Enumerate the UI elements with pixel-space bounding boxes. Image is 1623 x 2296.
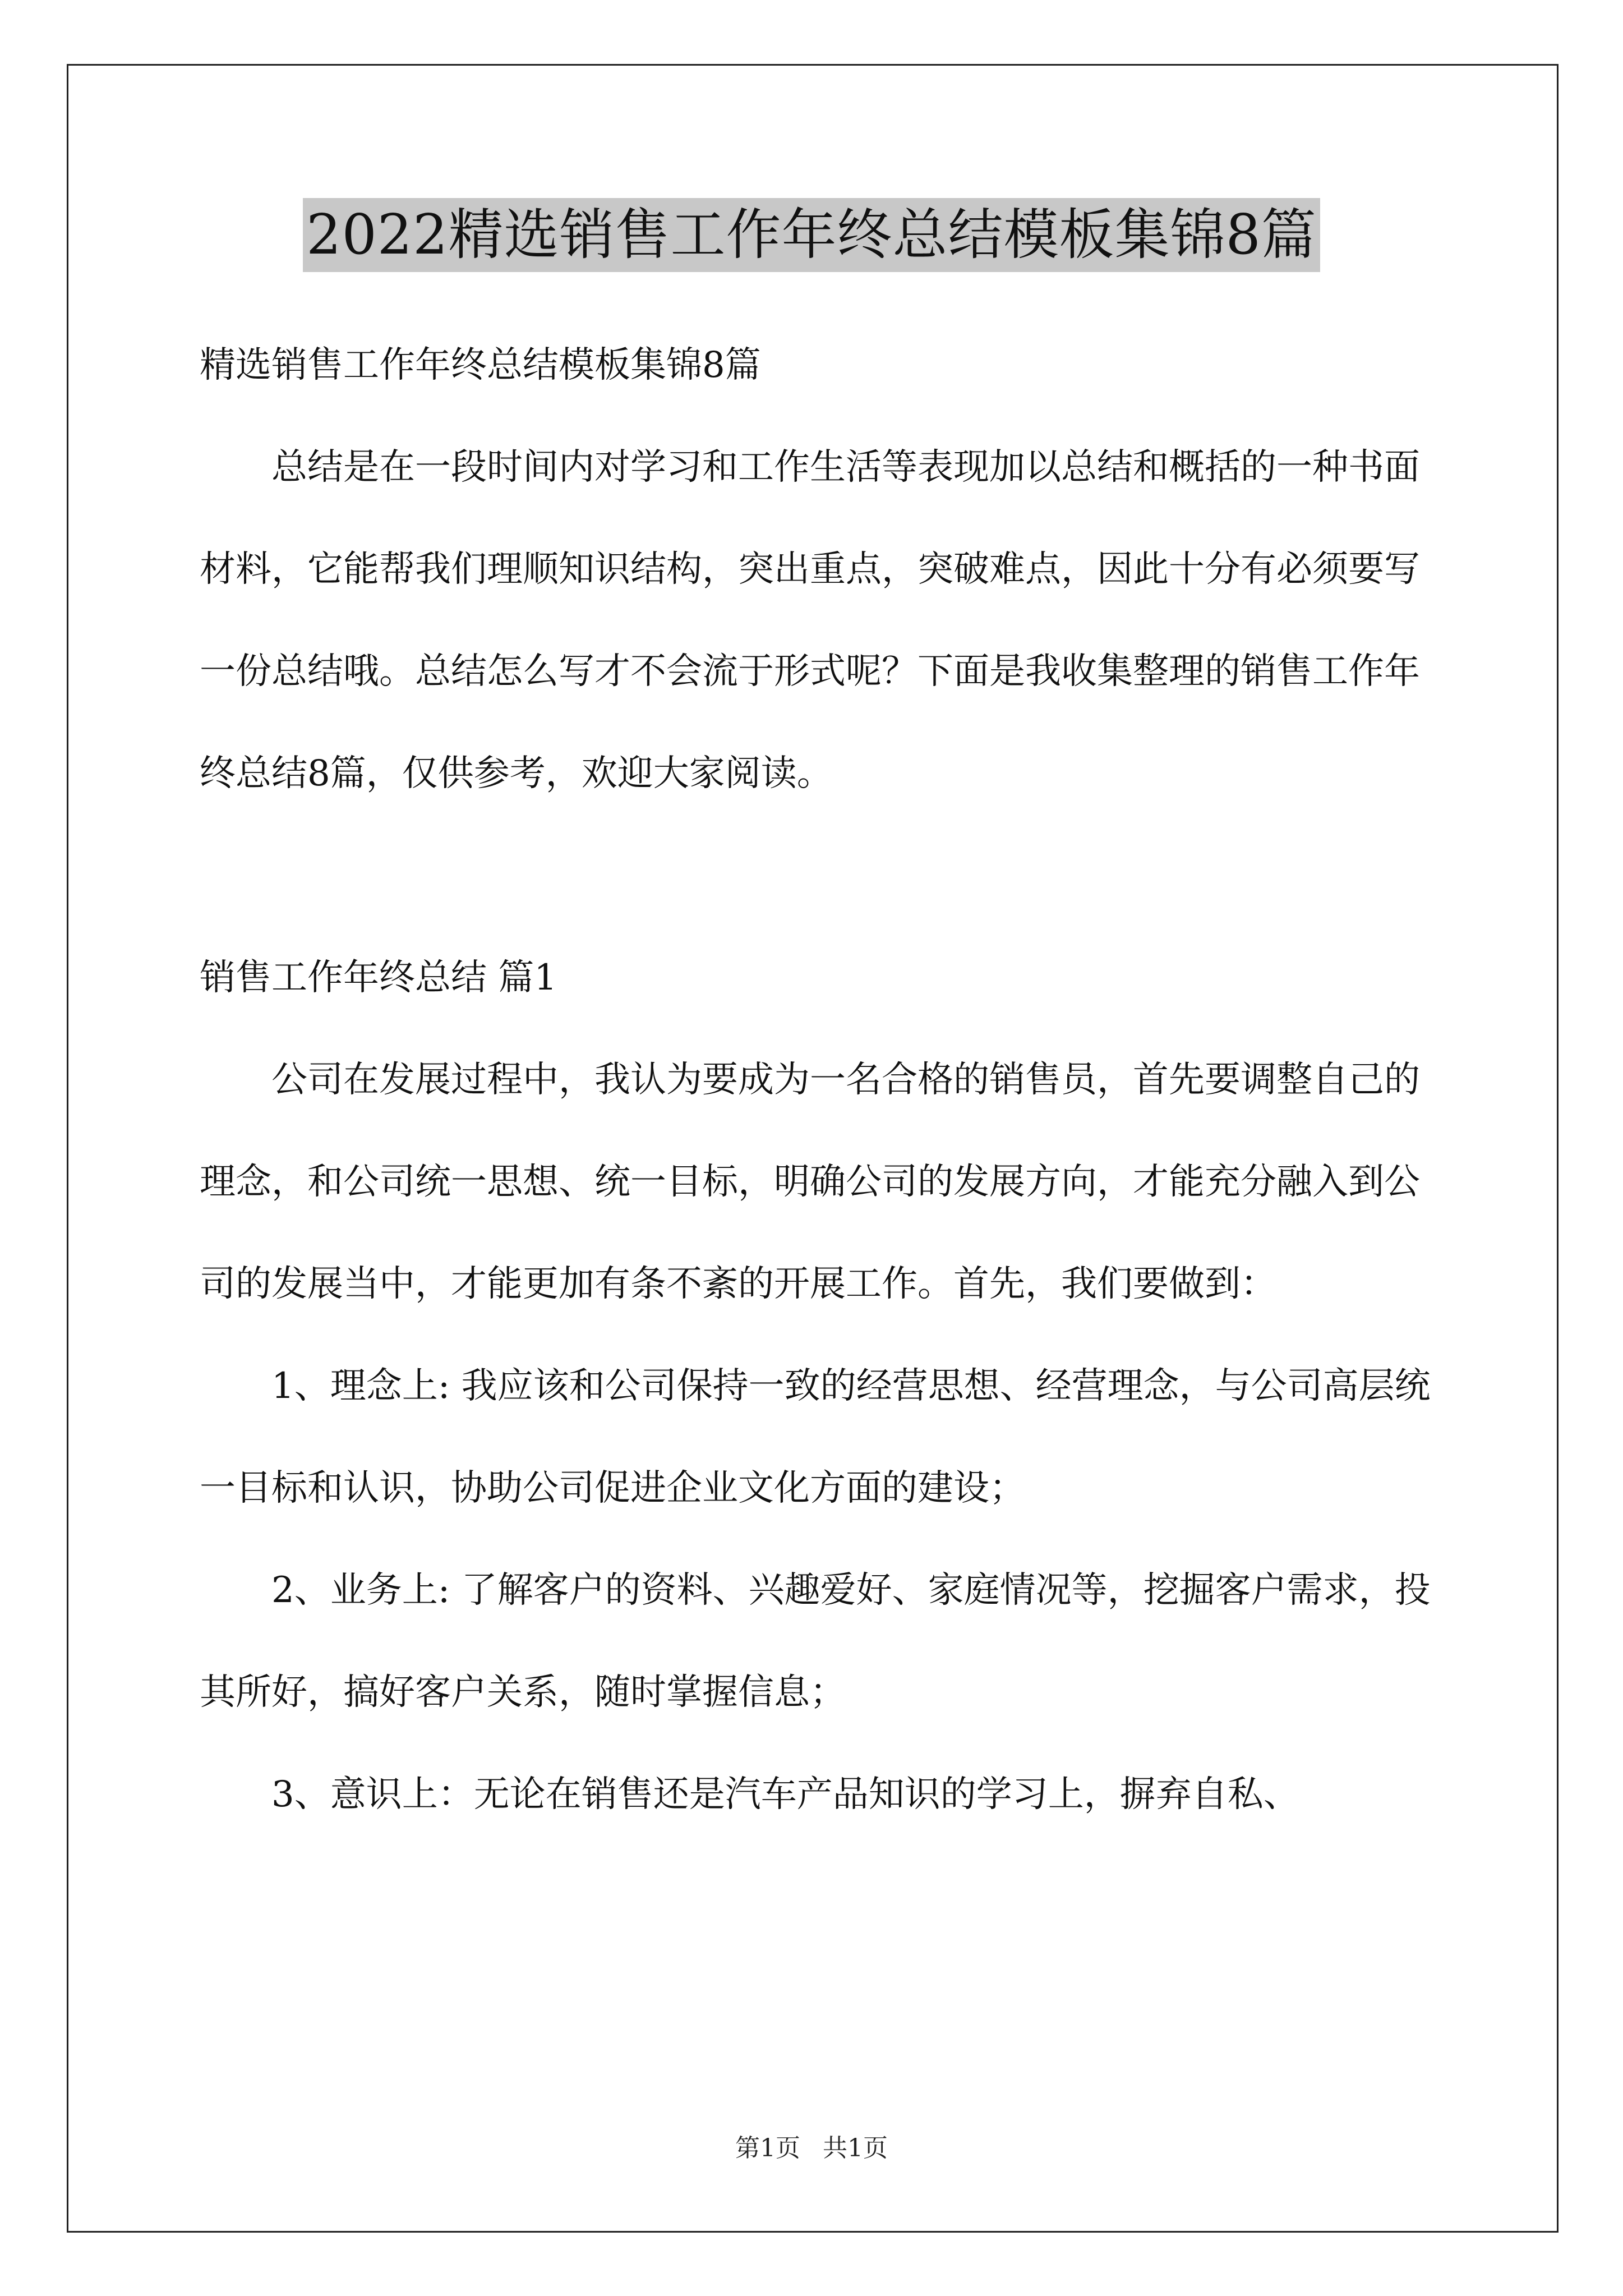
- list-item-3: 3、意识上：无论在销售还是汽车产品知识的学习上，摒弃自私、: [271, 1774, 1299, 1815]
- list-item-2: 2、业务上: 了解客户的资料、兴趣爱好、家庭情况等，挖掘客户需求，投其所好，搞好客户关系，随时掌握信息；: [200, 1570, 1431, 1713]
- list-item-1: 1、理念上: 我应该和公司保持一致的经营思想、经营理念，与公司高层统一目标和认识，协助公司促进企业文化方面的建设；: [200, 1365, 1431, 1509]
- page-number: 第1页: [735, 2134, 800, 2162]
- document-title: 2022精选销售工作年终总结模板集锦8篇: [303, 198, 1320, 272]
- section-paragraph: 公司在发展过程中，我认为要成为一名合格的销售员，首先要调整自己的理念，和公司统一思想、统一目标，明确公司的发展方向，才能充分融入到公司的发展当中，才能更加有条不紊的开展工作。首先，我们要做到：: [200, 1059, 1420, 1305]
- document-body: [200, 314, 1442, 1846]
- intro-paragraph: 总结是在一段时间内对学习和工作生活等表现加以总结和概括的一种书面材料，它能帮我们理顺知识结构，突出重点，突破难点，因此十分有必须要写一份总结哦。总结怎么写才不会流于形式呢？下面是我收集整理的销售工作年终总结8篇，仅供参考，欢迎大家阅读。: [200, 447, 1420, 794]
- document-subtitle: 精选销售工作年终总结模板集锦8篇: [200, 344, 761, 386]
- paragraph-spacer: [200, 825, 1442, 927]
- page-footer: [0, 2132, 1623, 2165]
- title-container: [0, 198, 1623, 272]
- page-total: 共1页: [823, 2134, 888, 2162]
- section-heading: 销售工作年终总结 篇1: [200, 957, 557, 999]
